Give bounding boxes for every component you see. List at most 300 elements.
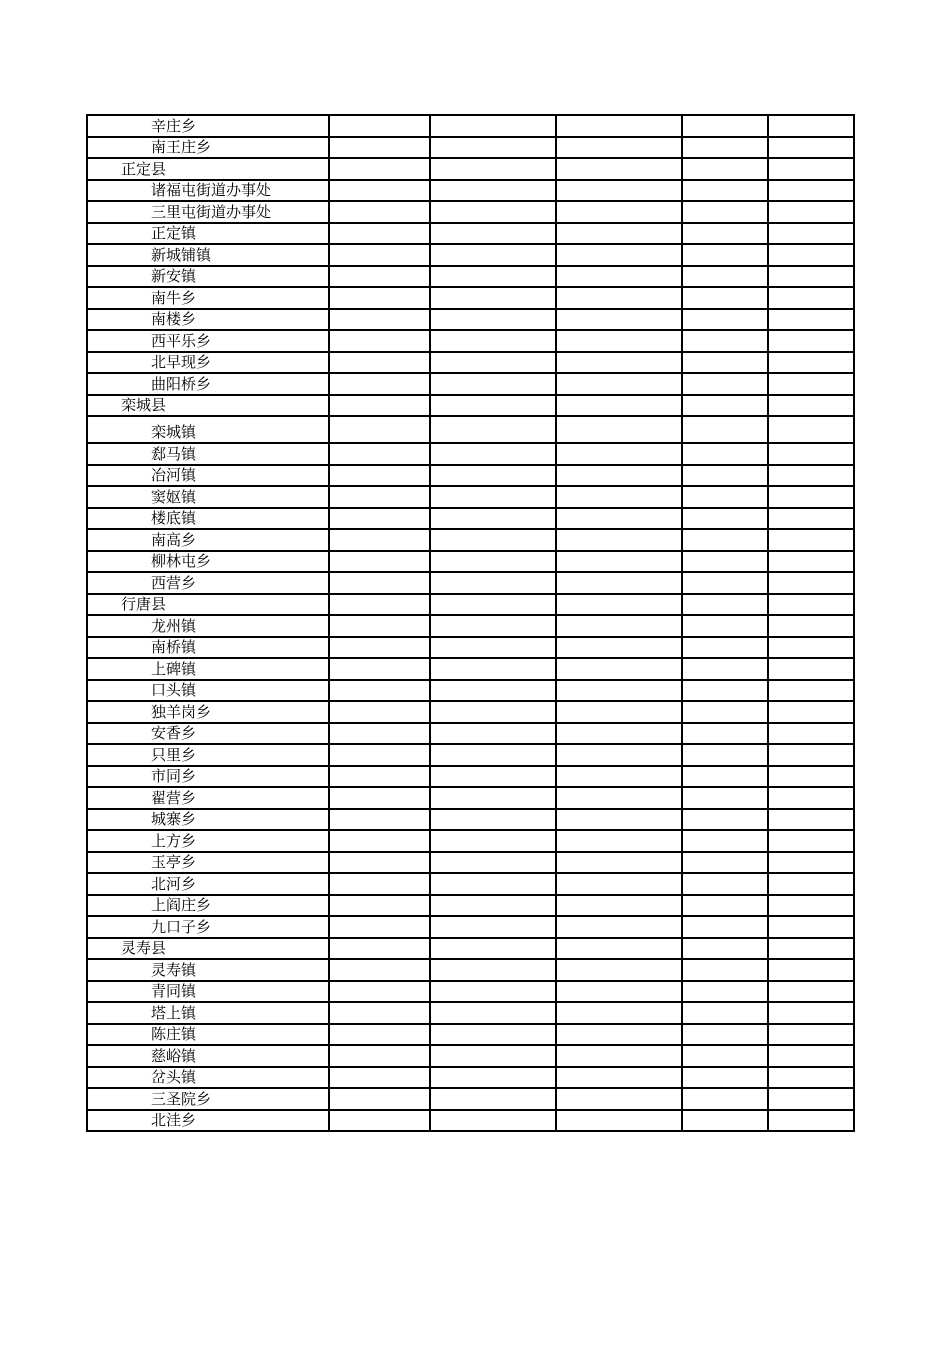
empty-cell [556,637,682,659]
empty-cell [430,1067,556,1089]
township-row [87,309,854,331]
township-name-cell: 南王庄乡 [87,137,329,159]
empty-cell [430,766,556,788]
township-name-cell: 北早现乡 [87,352,329,374]
empty-cell [556,416,682,443]
township-name-cell: 柳林屯乡 [87,551,329,573]
empty-cell [329,1045,430,1067]
empty-cell [329,916,430,938]
empty-cell [556,981,682,1003]
empty-cell [329,266,430,288]
empty-cell [682,787,768,809]
empty-cell [329,981,430,1003]
empty-cell [556,223,682,245]
township-name-cell: 上阎庄乡 [87,895,329,917]
township-name-cell: 三里屯街道办事处 [87,201,329,223]
empty-cell [682,373,768,395]
township-row [87,615,854,637]
empty-cell [768,137,854,159]
empty-cell [329,551,430,573]
empty-cell [329,658,430,680]
township-row [87,1045,854,1067]
empty-cell [768,330,854,352]
empty-cell [556,744,682,766]
empty-cell [682,137,768,159]
empty-cell [430,158,556,180]
empty-cell [430,637,556,659]
empty-cell [682,959,768,981]
empty-cell [430,1002,556,1024]
empty-cell [682,658,768,680]
county-row [87,594,854,616]
empty-cell [556,309,682,331]
empty-cell [556,330,682,352]
empty-cell [768,615,854,637]
empty-cell [329,680,430,702]
empty-cell [556,373,682,395]
township-row [87,873,854,895]
empty-cell [682,309,768,331]
empty-cell [430,330,556,352]
township-row [87,508,854,530]
township-row [87,1110,854,1132]
empty-cell [682,551,768,573]
empty-cell [682,637,768,659]
empty-cell [682,680,768,702]
empty-cell [430,916,556,938]
empty-cell [556,809,682,831]
empty-cell [768,744,854,766]
empty-cell [768,766,854,788]
empty-cell [768,787,854,809]
empty-cell [430,981,556,1003]
empty-cell [682,572,768,594]
empty-cell [682,330,768,352]
empty-cell [556,895,682,917]
county-name-cell: 正定县 [87,158,329,180]
empty-cell [430,744,556,766]
empty-cell [768,637,854,659]
empty-cell [430,852,556,874]
township-row [87,244,854,266]
township-name-cell: 诸福屯街道办事处 [87,180,329,202]
county-name-cell: 灵寿县 [87,938,329,960]
township-row [87,1002,854,1024]
empty-cell [556,1002,682,1024]
empty-cell [768,830,854,852]
township-row [87,180,854,202]
township-name-cell: 郄马镇 [87,443,329,465]
empty-cell [430,1045,556,1067]
empty-cell [430,701,556,723]
empty-cell [329,1067,430,1089]
empty-cell [682,830,768,852]
empty-cell [556,1024,682,1046]
empty-cell [682,223,768,245]
empty-cell [430,244,556,266]
empty-cell [430,594,556,616]
empty-cell [329,352,430,374]
empty-cell [329,137,430,159]
empty-cell [556,959,682,981]
township-name-cell: 只里乡 [87,744,329,766]
township-row [87,1024,854,1046]
empty-cell [682,701,768,723]
empty-cell [329,465,430,487]
empty-cell [329,287,430,309]
township-row [87,551,854,573]
empty-cell [768,916,854,938]
empty-cell [768,981,854,1003]
township-name-cell: 青同镇 [87,981,329,1003]
county-name-cell: 行唐县 [87,594,329,616]
empty-cell [682,115,768,137]
empty-cell [556,266,682,288]
empty-cell [768,244,854,266]
township-name-cell: 北河乡 [87,873,329,895]
empty-cell [682,287,768,309]
empty-cell [682,395,768,417]
empty-cell [768,115,854,137]
empty-cell [556,551,682,573]
township-row [87,895,854,917]
empty-cell [768,959,854,981]
empty-cell [430,551,556,573]
empty-cell [430,809,556,831]
empty-cell [682,938,768,960]
empty-cell [430,615,556,637]
empty-cell [430,680,556,702]
township-row [87,529,854,551]
township-name-cell: 口头镇 [87,680,329,702]
township-name-cell: 九口子乡 [87,916,329,938]
empty-cell [430,1088,556,1110]
empty-cell [556,852,682,874]
empty-cell [768,486,854,508]
township-row [87,373,854,395]
empty-cell [329,395,430,417]
township-row [87,115,854,137]
township-name-cell: 南桥镇 [87,637,329,659]
empty-cell [556,465,682,487]
empty-cell [556,615,682,637]
empty-cell [329,809,430,831]
empty-cell [682,766,768,788]
empty-cell [430,180,556,202]
township-name-cell: 南牛乡 [87,287,329,309]
township-row [87,701,854,723]
township-row [87,852,854,874]
township-name-cell: 安香乡 [87,723,329,745]
empty-cell [768,395,854,417]
empty-cell [768,465,854,487]
empty-cell [556,244,682,266]
empty-cell [682,266,768,288]
township-name-cell: 冶河镇 [87,465,329,487]
empty-cell [768,416,854,443]
empty-cell [768,852,854,874]
empty-cell [430,938,556,960]
empty-cell [329,895,430,917]
empty-cell [556,1067,682,1089]
empty-cell [768,895,854,917]
empty-cell [329,508,430,530]
township-row [87,723,854,745]
empty-cell [430,658,556,680]
empty-cell [329,223,430,245]
empty-cell [768,1024,854,1046]
empty-cell [556,680,682,702]
empty-cell [329,244,430,266]
empty-cell [682,723,768,745]
empty-cell [329,938,430,960]
township-name-cell: 上方乡 [87,830,329,852]
empty-cell [768,158,854,180]
empty-cell [329,959,430,981]
empty-cell [768,680,854,702]
empty-cell [329,416,430,443]
empty-cell [430,137,556,159]
empty-cell [329,1088,430,1110]
empty-cell [556,158,682,180]
empty-cell [329,180,430,202]
empty-cell [682,594,768,616]
empty-cell [682,1002,768,1024]
empty-cell [430,787,556,809]
empty-cell [430,486,556,508]
township-name-cell: 楼底镇 [87,508,329,530]
empty-cell [329,309,430,331]
empty-cell [768,938,854,960]
empty-cell [430,1110,556,1132]
empty-cell [768,701,854,723]
empty-cell [430,115,556,137]
empty-cell [556,938,682,960]
empty-cell [556,115,682,137]
empty-cell [430,572,556,594]
township-name-cell: 翟营乡 [87,787,329,809]
empty-cell [768,1067,854,1089]
township-name-cell: 城寨乡 [87,809,329,831]
empty-cell [682,916,768,938]
township-name-cell: 辛庄乡 [87,115,329,137]
empty-cell [682,873,768,895]
empty-cell [682,1067,768,1089]
empty-cell [682,744,768,766]
township-row [87,1067,854,1089]
empty-cell [682,852,768,874]
county-name-cell: 栾城县 [87,395,329,417]
empty-cell [329,873,430,895]
empty-cell [682,1110,768,1132]
empty-cell [430,895,556,917]
empty-cell [329,330,430,352]
township-name-cell: 西平乐乡 [87,330,329,352]
empty-cell [329,529,430,551]
empty-cell [329,637,430,659]
empty-cell [768,594,854,616]
empty-cell [329,744,430,766]
empty-cell [329,201,430,223]
township-row [87,266,854,288]
empty-cell [430,309,556,331]
empty-cell [768,1110,854,1132]
township-name-cell: 独羊岗乡 [87,701,329,723]
empty-cell [556,916,682,938]
township-name-cell: 新城铺镇 [87,244,329,266]
empty-cell [329,787,430,809]
empty-cell [329,766,430,788]
empty-cell [768,809,854,831]
empty-cell [682,529,768,551]
township-name-cell: 灵寿镇 [87,959,329,981]
empty-cell [430,201,556,223]
empty-cell [682,416,768,443]
empty-cell [768,201,854,223]
township-name-cell: 陈庄镇 [87,1024,329,1046]
empty-cell [768,1045,854,1067]
empty-cell [430,508,556,530]
empty-cell [329,701,430,723]
township-row [87,830,854,852]
empty-cell [556,443,682,465]
empty-cell [768,529,854,551]
township-name-cell: 市同乡 [87,766,329,788]
empty-cell [682,1088,768,1110]
empty-cell [556,830,682,852]
township-name-cell: 上碑镇 [87,658,329,680]
township-row [87,744,854,766]
empty-cell [329,852,430,874]
empty-cell [556,486,682,508]
empty-cell [329,615,430,637]
county-row [87,395,854,417]
township-row [87,766,854,788]
township-name-cell: 窦妪镇 [87,486,329,508]
empty-cell [768,287,854,309]
township-row [87,572,854,594]
empty-cell [556,766,682,788]
county-row [87,938,854,960]
empty-cell [768,572,854,594]
empty-cell [329,486,430,508]
township-row [87,330,854,352]
empty-cell [768,508,854,530]
empty-cell [682,352,768,374]
empty-cell [682,201,768,223]
empty-cell [682,486,768,508]
empty-cell [768,373,854,395]
empty-cell [430,959,556,981]
empty-cell [768,266,854,288]
empty-cell [329,158,430,180]
empty-cell [430,223,556,245]
empty-cell [430,1024,556,1046]
empty-cell [682,895,768,917]
empty-cell [430,443,556,465]
county-row [87,158,854,180]
empty-cell [556,137,682,159]
township-row [87,352,854,374]
township-name-cell: 玉亭乡 [87,852,329,874]
township-name-cell: 塔上镇 [87,1002,329,1024]
empty-cell [556,508,682,530]
empty-cell [556,594,682,616]
empty-cell [430,287,556,309]
township-row [87,443,854,465]
empty-cell [329,830,430,852]
empty-cell [556,658,682,680]
empty-cell [556,395,682,417]
empty-cell [430,723,556,745]
empty-cell [682,615,768,637]
township-name-cell: 三圣院乡 [87,1088,329,1110]
empty-cell [682,244,768,266]
empty-cell [329,1002,430,1024]
township-row [87,137,854,159]
empty-cell [329,572,430,594]
township-name-cell: 曲阳桥乡 [87,373,329,395]
empty-cell [768,309,854,331]
township-name-cell: 北洼乡 [87,1110,329,1132]
empty-cell [430,465,556,487]
township-row [87,787,854,809]
empty-cell [768,723,854,745]
township-name-cell: 岔头镇 [87,1067,329,1089]
empty-cell [329,594,430,616]
empty-cell [682,1024,768,1046]
empty-cell [768,223,854,245]
empty-cell [430,395,556,417]
empty-cell [556,352,682,374]
empty-cell [768,658,854,680]
empty-cell [768,551,854,573]
township-row [87,486,854,508]
empty-cell [768,1088,854,1110]
region-table [86,114,855,1132]
township-row [87,981,854,1003]
township-name-cell: 栾城镇 [87,416,329,443]
empty-cell [682,443,768,465]
township-row [87,637,854,659]
empty-cell [768,873,854,895]
empty-cell [430,266,556,288]
empty-cell [556,723,682,745]
empty-cell [768,1002,854,1024]
empty-cell [329,115,430,137]
empty-cell [329,1024,430,1046]
empty-cell [556,701,682,723]
empty-cell [682,981,768,1003]
empty-cell [556,529,682,551]
empty-cell [556,572,682,594]
empty-cell [682,1045,768,1067]
township-row [87,223,854,245]
township-name-cell: 正定镇 [87,223,329,245]
empty-cell [329,443,430,465]
township-row [87,916,854,938]
empty-cell [768,180,854,202]
township-row [87,465,854,487]
township-row [87,809,854,831]
empty-cell [768,443,854,465]
township-row [87,658,854,680]
township-name-cell: 慈峪镇 [87,1045,329,1067]
township-row [87,201,854,223]
empty-cell [556,287,682,309]
table-body [87,115,854,1131]
empty-cell [556,201,682,223]
